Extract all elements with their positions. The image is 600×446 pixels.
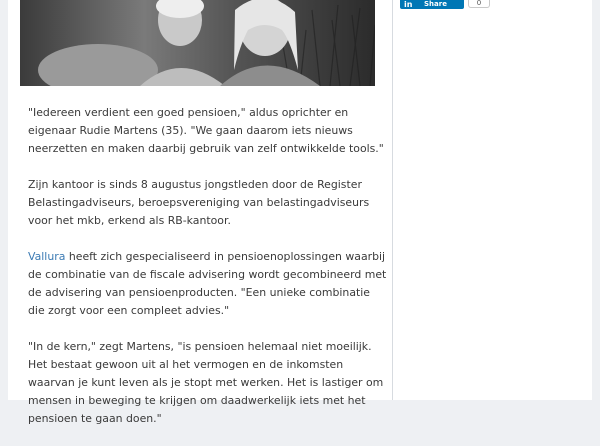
vallura-link[interactable]: Vallura bbox=[28, 250, 66, 263]
share-count-badge: 0 bbox=[468, 0, 490, 8]
share-label: Share bbox=[424, 0, 447, 8]
sidebar bbox=[400, 0, 580, 60]
linkedin-icon: in bbox=[404, 0, 413, 9]
paragraph-specialisation bbox=[28, 248, 388, 320]
founders-photo-illustration bbox=[20, 0, 375, 86]
article-photo bbox=[20, 0, 375, 86]
page-frame bbox=[8, 0, 592, 425]
paragraph-office: Zijn kantoor is sinds 8 augustus jongstleden door de Register Belastingadviseurs, beroepsvereniging van belastingadviseurs voor het mkb, erkend als RB-kantoor. bbox=[28, 178, 370, 227]
paragraph-quote: "Iedereen verdient een goed pensioen," aldus oprichter en eigenaar Rudie Martens (35). "We gaan daarom iets nieuws neerzetten en maken daarbij gebruik van zelf ontwikkelde tools." bbox=[28, 106, 384, 155]
paragraph-specialisation-text: heeft zich gespecialiseerd in pensioenoplossingen waarbij de combinatie van de fiscale advisering wordt gecombineerd met de advisering van pensioenproducten. "Een unieke combinatie die zorgt voor een compleet advies." bbox=[28, 250, 387, 317]
column-divider bbox=[392, 0, 393, 400]
paragraph-core: "In de kern," zegt Martens, "is pensioen helemaal niet moeilijk. Het bestaat gewoon uit al het vermogen en de inkomsten waarvan je kunt leven als je stopt met werken. Het is lastiger om mensen in beweging te krijgen om daadwerkelijk iets met het pensioen te gaan doen." bbox=[28, 340, 384, 425]
article-body bbox=[28, 104, 388, 446]
article-column bbox=[20, 0, 390, 425]
linkedin-share-button[interactable] bbox=[400, 0, 464, 9]
